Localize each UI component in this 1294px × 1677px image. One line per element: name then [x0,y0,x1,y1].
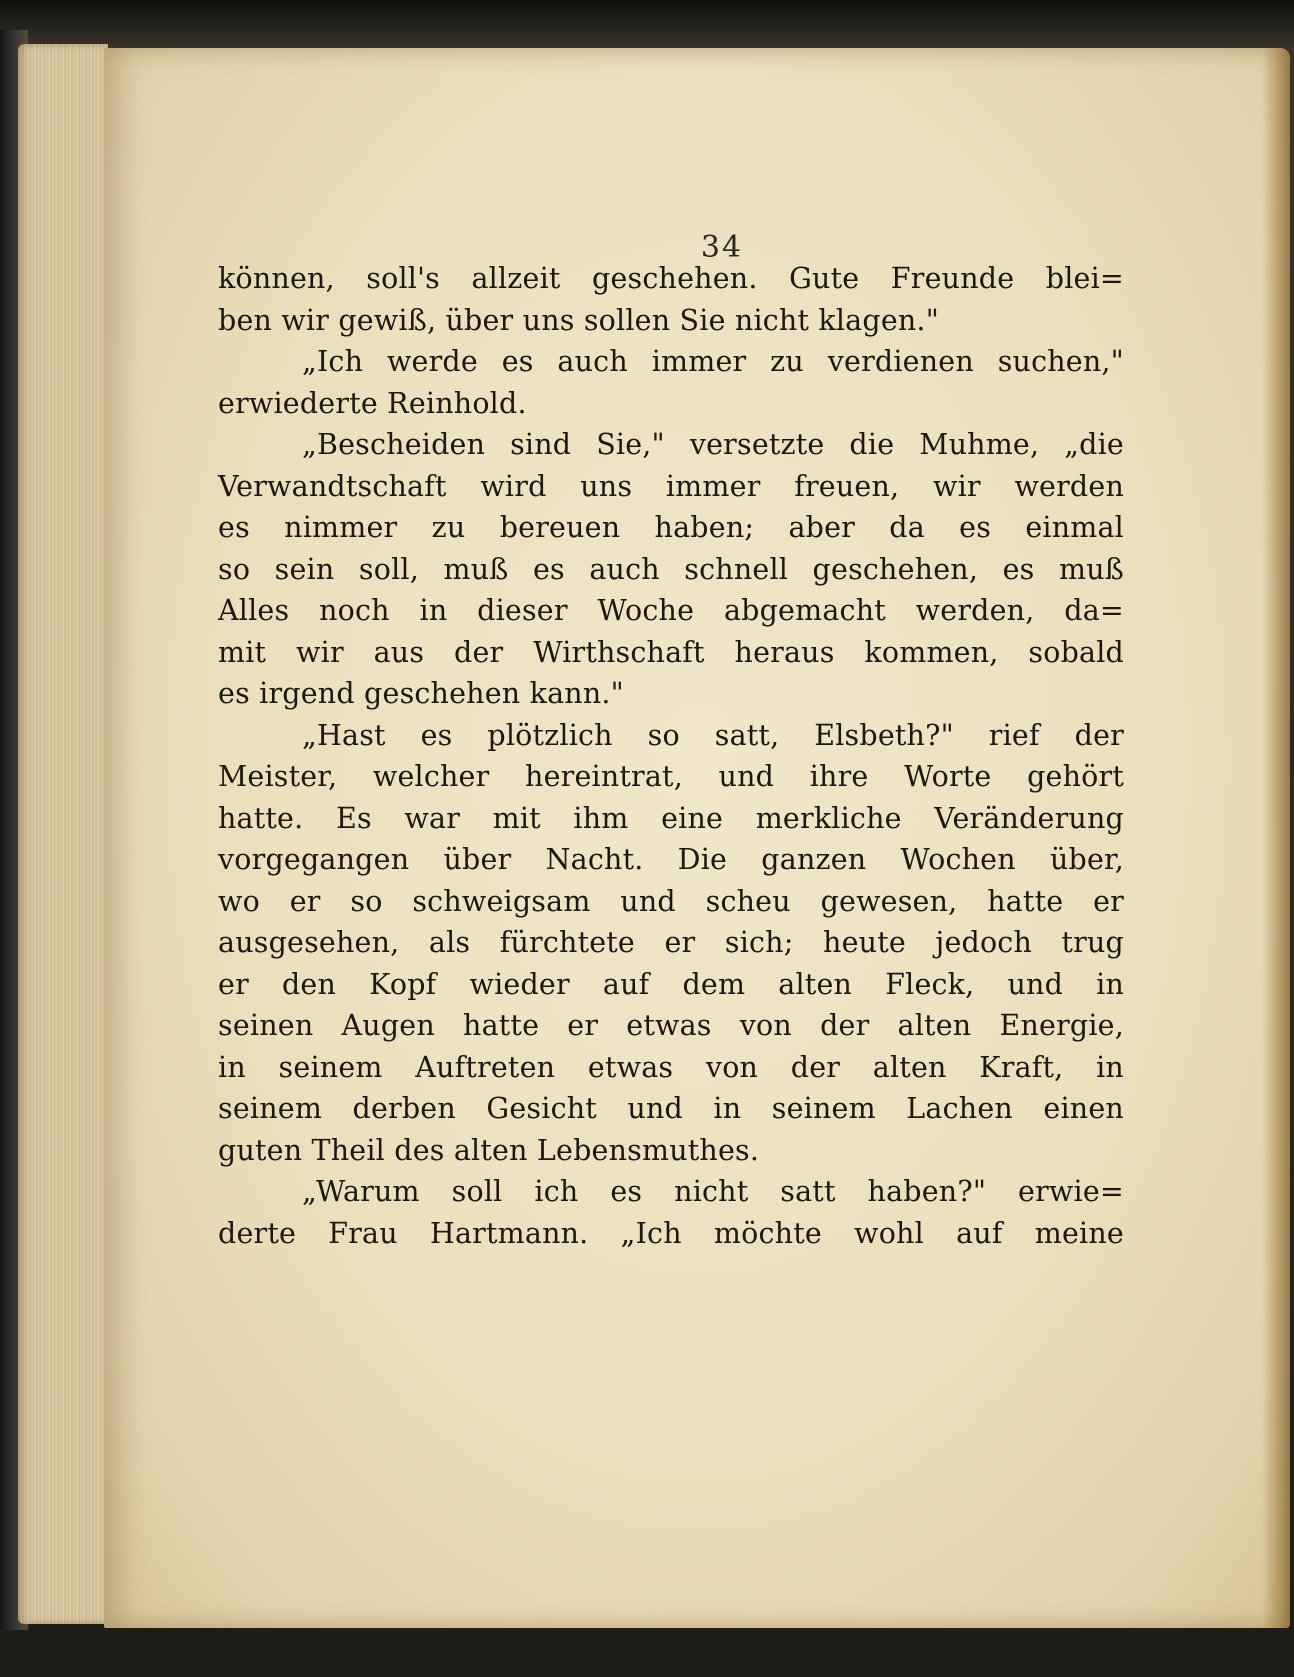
text-line: hatte. Es war mit ihm eine merkliche Veränderung [218,801,1124,835]
text-line: Meister, welcher hereintrat, und ihre Worte gehört [218,760,1124,793]
text-line: können, soll's allzeit geschehen. Gute Freunde blei= [218,262,1124,295]
text-line: wo er so schweigsam und scheu gewesen, hatte er [218,884,1124,918]
page-stack-edges [18,44,108,1624]
text-line: seinen Augen hatte er etwas von der alten Energie, [218,1009,1124,1042]
text-line: Alles noch in dieser Woche abgemacht werden, da= [218,594,1124,627]
page-number: 34 [700,230,744,265]
text-line: ben wir gewiß, über uns sollen Sie nicht klagen." [218,303,940,337]
text-line: mit wir aus der Wirthschaft heraus kommen, sobald [218,635,1124,669]
text-line: Verwandtschaft wird uns immer freuen, wir werden [218,469,1124,503]
text-line: in seinem Auftreten etwas von der alten Kraft, in [218,1050,1124,1084]
text-line: es nimmer zu bereuen haben; aber da es einmal [218,511,1124,544]
page-right-edge [1262,48,1290,1628]
text-line: er den Kopf wieder auf dem alten Fleck, und in [218,967,1124,1001]
text-line: vorgegangen über Nacht. Die ganzen Wochen über, [218,843,1124,876]
body-text [218,258,1124,1254]
text-line: „Hast es plötzlich so satt, Elsbeth?" rief der [302,718,1124,752]
text-line: es irgend geschehen kann." [218,677,624,710]
text-line: so sein soll, muß es auch schnell geschehen, es muß [218,552,1124,586]
text-line: „Bescheiden sind Sie," versetzte die Muhme, „die [302,428,1124,461]
text-line: derte Frau Hartmann. „Ich möchte wohl auf meine [218,1216,1124,1250]
text-line: guten Theil des alten Lebensmuthes. [218,1133,760,1167]
text-line: seinem derben Gesicht und in seinem Lachen einen [218,1092,1124,1125]
text-line: „Ich werde es auch immer zu verdienen suchen," [302,345,1124,378]
text-line: „Warum soll ich es nicht satt haben?" erwie= [302,1175,1124,1208]
text-line: ausgesehen, als fürchtete er sich; heute jedoch trug [218,926,1124,959]
text-line: erwiederte Reinhold. [218,386,527,420]
